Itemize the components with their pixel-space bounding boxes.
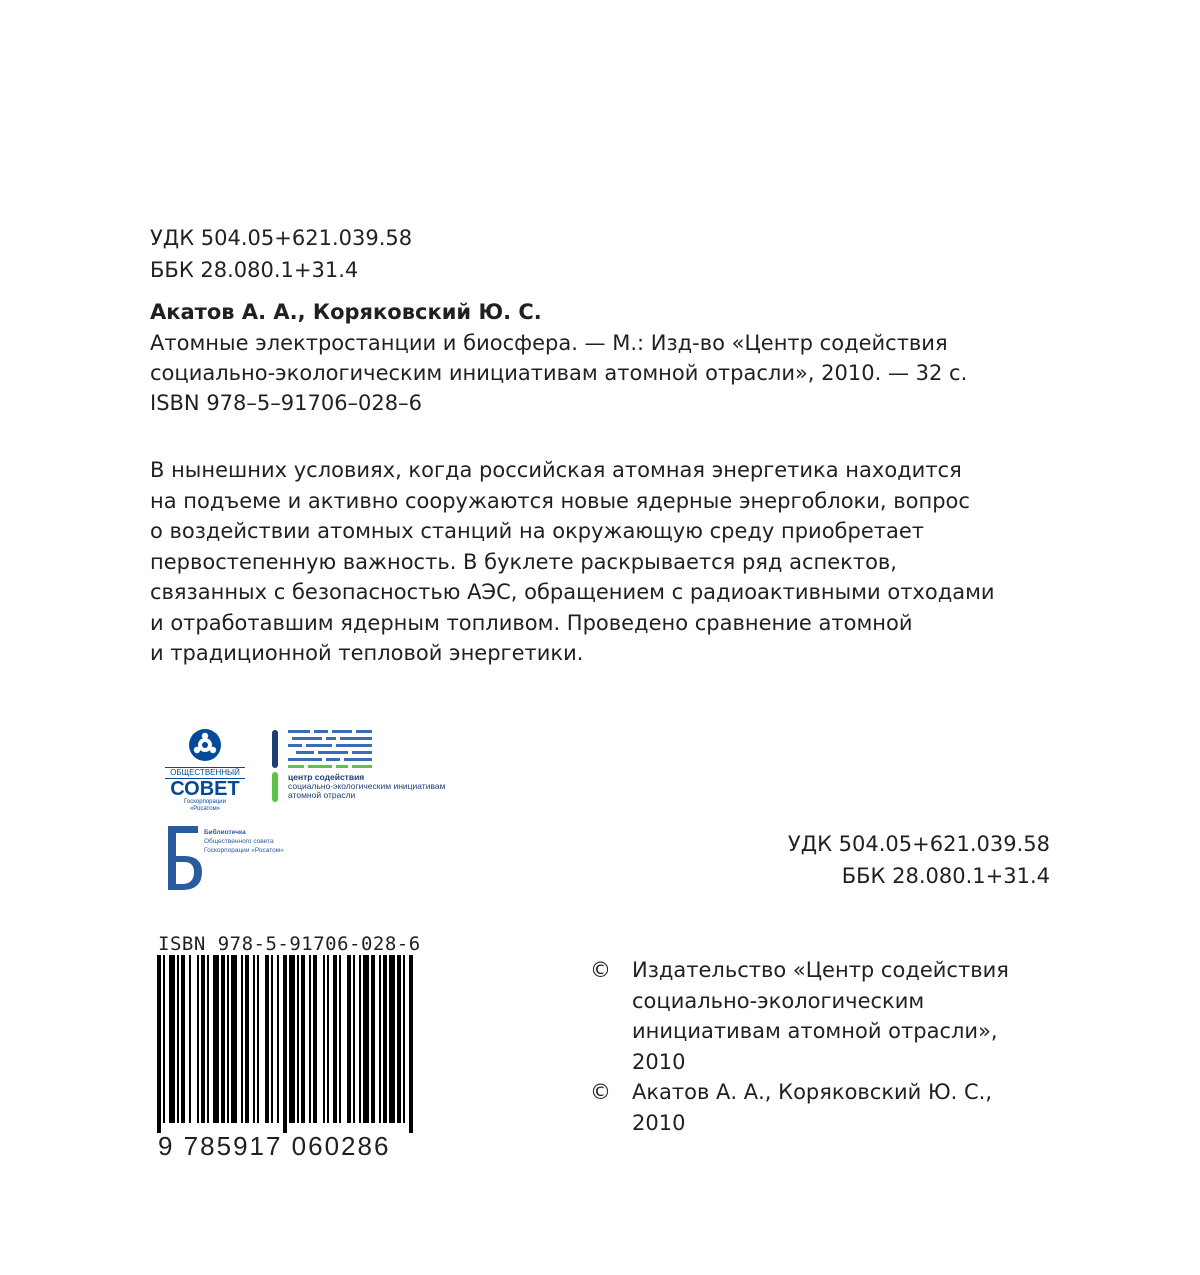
barcode-bar <box>301 955 305 1123</box>
barcode-bar <box>323 955 325 1123</box>
barcode-bar <box>245 955 249 1123</box>
bib-line: Атомные электростанции и биосфера. — М.: Изд-во «Центр содействия <box>150 331 948 355</box>
rosatom-emblem-icon <box>165 727 245 763</box>
barcode-bar <box>409 955 413 1133</box>
annotation-line: связанных с безопасностью АЭС, обращением с радиоактивными отходами <box>150 580 995 604</box>
bbk-code: ББК 28.080.1+31.4 <box>841 864 1050 888</box>
barcode-bar <box>277 955 279 1123</box>
library-line1: Библиотечка <box>204 829 246 836</box>
annotation-line: и традиционной тепловой энергетики. <box>150 641 584 665</box>
barcode-bar <box>197 955 199 1123</box>
council-line2: СОВЕТ <box>170 778 240 800</box>
barcode-bar <box>163 955 165 1123</box>
isbn-label: ISBN 978-5-91706-028-6 <box>158 933 421 955</box>
barcode-bar <box>169 955 175 1123</box>
center-logo-text <box>288 773 445 800</box>
copyright-symbol: © <box>590 1080 611 1104</box>
barcode-bar <box>347 955 351 1123</box>
bbk-code: ББК 28.080.1+31.4 <box>150 258 359 282</box>
barcode-bar <box>241 955 243 1123</box>
authors: Акатов А. А., Коряковский Ю. С. <box>150 300 542 324</box>
barcode-bar <box>213 955 219 1123</box>
center-line3: атомной отрасли <box>288 790 356 800</box>
barcode-bar <box>327 955 329 1123</box>
barcode-bar <box>253 955 255 1123</box>
library-logo-icon <box>168 826 204 892</box>
library-logo-text <box>204 828 284 855</box>
copyright-line: 2010 <box>632 1110 686 1135</box>
council-line3: Госкорпорации <box>184 799 226 805</box>
bib-line: социально-экологическим инициативам атомной отрасли», 2010. — 32 с. <box>150 361 968 385</box>
barcode-bar <box>313 955 317 1123</box>
barcode-bar <box>201 955 205 1123</box>
barcode-bar <box>353 955 355 1123</box>
center-line1: центр содействия <box>288 772 365 782</box>
barcode-bar <box>271 955 273 1123</box>
barcode-bar <box>157 955 161 1133</box>
udk-bbk-top <box>150 222 412 286</box>
barcode-bar <box>289 955 295 1123</box>
copyright-line: Издательство «Центр содействия <box>632 958 1009 982</box>
barcode-bar <box>231 955 237 1123</box>
annotation-line: о воздействии атомных станций на окружающую среду приобретает <box>150 519 924 543</box>
copyright-line: инициативам атомной отрасли», <box>632 1019 998 1043</box>
copyright-entry <box>590 955 1009 1077</box>
barcode-bar <box>283 955 287 1133</box>
bib-isbn: ISBN 978–5–91706–028–6 <box>150 391 423 415</box>
barcode-bar <box>359 955 361 1123</box>
copyright-entry <box>590 1077 1009 1138</box>
barcode-number: 9 785917 060286 <box>158 1131 391 1161</box>
copyright-block <box>590 955 1009 1138</box>
center-line2: социально-экологическим инициативам <box>288 781 446 791</box>
barcode-bar <box>379 955 381 1123</box>
barcode-bar <box>265 955 269 1123</box>
barcode-bar <box>257 955 259 1123</box>
udk-bbk-bottom <box>788 828 1050 892</box>
annotation-line: и отработавшим ядерным топливом. Проведено сравнение атомной <box>150 610 913 635</box>
barcode-bar <box>221 955 225 1123</box>
barcode-bar <box>309 955 311 1123</box>
copyright-line: Акатов А. А., Коряковский Ю. С., <box>632 1080 993 1104</box>
barcode-bar <box>227 955 229 1123</box>
annotation-line: на подъеме и активно сооружаются новые ядерные энергоблоки, вопрос <box>150 488 970 513</box>
copyright-symbol: © <box>590 958 611 982</box>
barcode-bar <box>383 955 387 1123</box>
barcode-bar <box>333 955 337 1123</box>
council-line1: ОБЩЕСТВЕННЫЙ <box>165 767 245 779</box>
copyright-line: социально-экологическим <box>632 988 925 1013</box>
barcode-bar <box>189 955 191 1123</box>
barcode-bar <box>181 955 185 1123</box>
public-council-logo <box>165 727 245 813</box>
barcode-bar <box>389 955 395 1123</box>
barcode-bar <box>397 955 401 1123</box>
udk-code: УДК 504.05+621.039.58 <box>150 226 413 250</box>
barcode-bar <box>297 955 299 1123</box>
council-line4: «Росатом» <box>189 806 221 812</box>
barcode-bar <box>403 955 405 1123</box>
library-line3: Госкорпорации «Росатом» <box>204 847 284 854</box>
barcode-bar <box>363 955 369 1123</box>
annotation-line: первостепенную важность. В буклете раскрывается ряд аспектов, <box>150 549 897 574</box>
udk-code: УДК 504.05+621.039.58 <box>787 832 1050 856</box>
annotation-line: В нынешних условиях, когда российская атомная энергетика находится <box>150 458 962 482</box>
barcode-bar <box>339 955 341 1123</box>
isbn-barcode <box>155 955 417 1135</box>
annotation <box>150 455 995 669</box>
barcode-bar <box>371 955 375 1123</box>
barcode-bar <box>177 955 179 1123</box>
barcode-bar <box>207 955 209 1123</box>
copyright-line: 2010 <box>632 1049 686 1074</box>
library-line2: Общественного совета <box>204 838 274 845</box>
bibliographic-description <box>150 328 967 418</box>
